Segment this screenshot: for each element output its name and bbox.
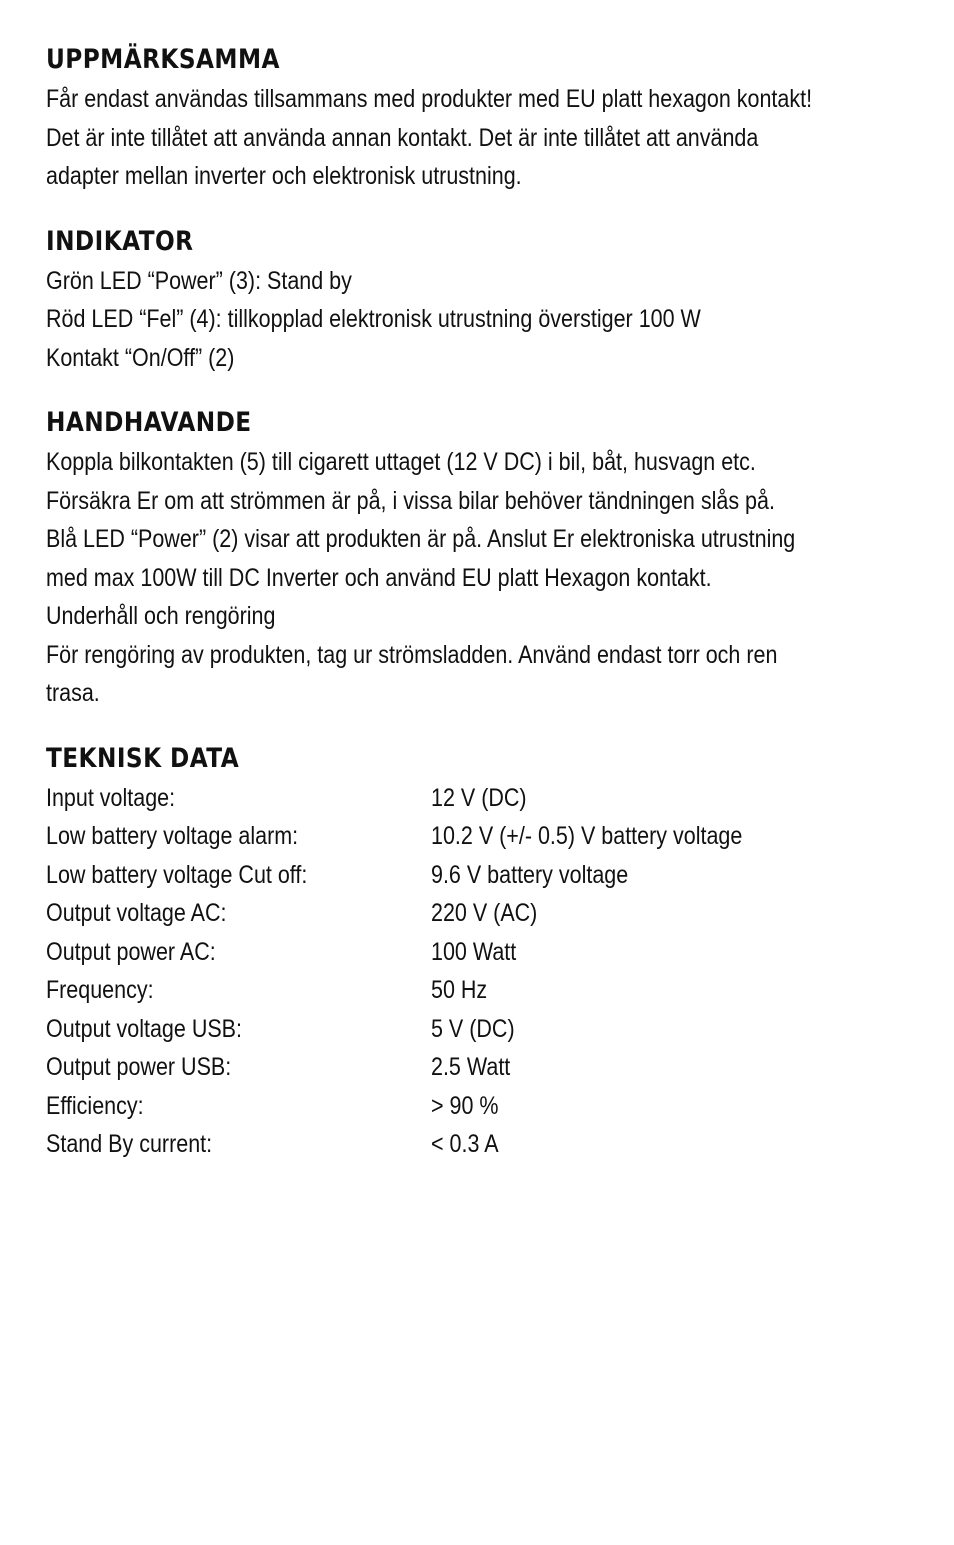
paragraph-line: Försäkra Er om att strömmen är på, i vissa bilar behöver tändningen slås på. xyxy=(46,486,775,515)
section-indikator xyxy=(46,222,926,378)
paragraph-line: Blå LED “Power” (2) visar att produkten är på. Anslut Er elektroniska utrustning xyxy=(46,525,796,553)
paragraph-line: Röd LED “Fel” (4): tillkopplad elektronisk utrustning överstiger 100 W xyxy=(46,305,701,333)
paragraph-line: Grön LED “Power” (3): Stand by xyxy=(46,266,352,295)
paragraph-line: trasa. xyxy=(46,679,100,707)
spec-label: Low battery voltage Cut off: xyxy=(46,860,308,889)
spec-value: < 0.3 A xyxy=(431,1130,499,1158)
spec-value: 2.5 Watt xyxy=(431,1053,511,1081)
spec-row xyxy=(46,817,926,856)
spec-label: Output power USB: xyxy=(46,1053,232,1081)
spec-label: Frequency: xyxy=(46,976,154,1004)
paragraph-line: Koppla bilkontakten (5) till cigarett uttaget (12 V DC) i bil, båt, husvagn etc. xyxy=(46,448,756,476)
spec-label: Low battery voltage alarm: xyxy=(46,822,299,850)
paragraph-line: För rengöring av produkten, tag ur strömsladden. Använd endast torr och ren xyxy=(46,640,778,669)
document-body xyxy=(46,40,926,1190)
paragraph-line: Det är inte tillåtet att använda annan kontakt. Det är inte tillåtet att använda xyxy=(46,123,759,152)
paragraph-line: adapter mellan inverter och elektronisk utrustning. xyxy=(46,162,522,190)
spec-value: 50 Hz xyxy=(431,976,488,1004)
spec-value: 9.6 V battery voltage xyxy=(431,860,629,889)
spec-row xyxy=(46,894,926,933)
spec-value: > 90 % xyxy=(431,1091,499,1120)
paragraph-line: Får endast användas tillsammans med produkter med EU platt hexagon kontakt! xyxy=(46,85,813,113)
spec-label: Output voltage AC: xyxy=(46,899,227,927)
spec-value: 5 V (DC) xyxy=(431,1014,515,1043)
spec-row xyxy=(46,971,926,1010)
paragraph-line: Kontakt “On/Off” (2) xyxy=(46,343,235,372)
section-handhavande xyxy=(46,403,926,713)
spec-value: 12 V (DC) xyxy=(431,783,527,812)
section-heading: UPPMÄRKSAMMA xyxy=(46,44,280,75)
spec-value: 100 Watt xyxy=(431,937,517,966)
spec-row xyxy=(46,1048,926,1087)
paragraph-line: med max 100W till DC Inverter och använd EU platt Hexagon kontakt. xyxy=(46,563,712,592)
spec-label: Output power AC: xyxy=(46,937,216,966)
spec-label: Output voltage USB: xyxy=(46,1014,242,1043)
paragraph-line: Underhåll och rengöring xyxy=(46,602,276,630)
spec-row xyxy=(46,933,926,972)
section-heading: INDIKATOR xyxy=(46,225,194,257)
spec-value: 220 V (AC) xyxy=(431,899,538,927)
section-teknisk-data xyxy=(46,739,926,1164)
spec-row xyxy=(46,1087,926,1126)
spec-row xyxy=(46,1010,926,1049)
section-uppmarksamma xyxy=(46,40,926,196)
section-heading: HANDHAVANDE xyxy=(46,407,252,438)
spec-row xyxy=(46,779,926,818)
spec-label: Efficiency: xyxy=(46,1091,144,1120)
spec-value: 10.2 V (+/- 0.5) V battery voltage xyxy=(431,822,743,850)
section-heading: TEKNISK DATA xyxy=(46,742,240,774)
spec-label: Stand By current: xyxy=(46,1130,213,1158)
spec-label: Input voltage: xyxy=(46,783,176,812)
spec-row xyxy=(46,1125,926,1164)
spec-row xyxy=(46,856,926,895)
